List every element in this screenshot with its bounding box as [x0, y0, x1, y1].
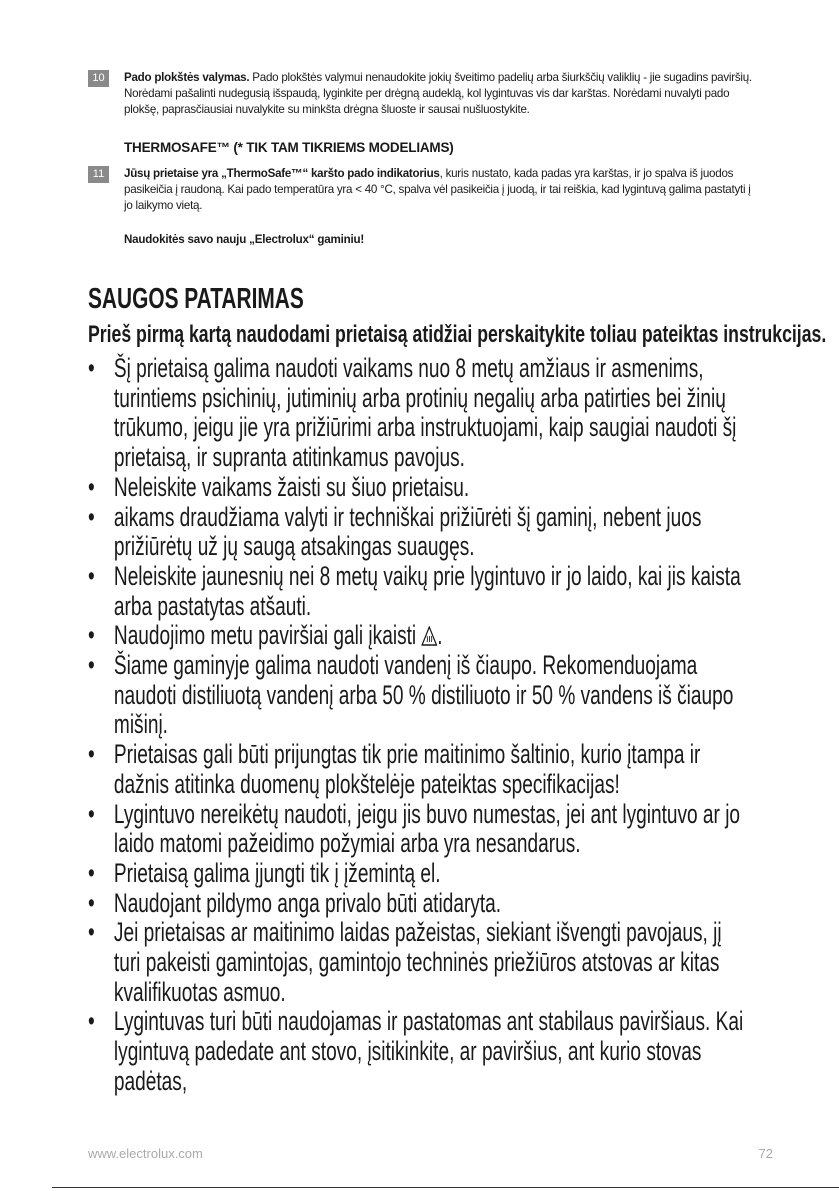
list-item: • Naudojimo metu paviršiai gali įkaisti .	[88, 620, 443, 651]
item-text: Lygintuvas turi būti naudojamas ir pastatomas ant stabilaus paviršiaus. Kai lygintuvą padedate ant stovo, įsitikinkite, ar paviršius, ant kurio stovas padėtas,	[113, 1006, 744, 1096]
bullet: •	[88, 471, 95, 502]
list-item	[88, 859, 750, 889]
safety-list	[88, 354, 750, 1097]
bullet: •	[88, 798, 95, 829]
item-text: Prietaisas gali būti prijungtas tik prie maitinimo šaltinio, kurio įtampa ir dažnis atitinka duomenų plokštelėje pateiktas specifikacijas!	[113, 739, 701, 799]
bullet: •	[88, 857, 95, 888]
step-title: Jūsų prietaise yra „ThermoSafe™“ karšto pado indikatorius	[124, 167, 440, 180]
item-text: Neleiskite vaikams žaisti su šiuo prietaisu.	[113, 471, 470, 502]
item-text: Naudojimo metu paviršiai gali įkaisti	[113, 620, 417, 651]
step-text: , kuris nustato, kada padas yra karštas, ir jo spalva iš juodos pasikeičia į raudoną. Kai pado temperatūra yra < 40 °C, spalva vėl pasikeičia į juodą, ir tai reiškia, kad lygintuvą galima pastatyti į jo laikymo vietą.	[124, 167, 751, 212]
step-title: Pado plokštės valymas.	[124, 71, 250, 84]
bullet: •	[88, 501, 95, 532]
list-item	[88, 918, 750, 1007]
hot-surface-warning-icon	[421, 626, 437, 646]
step-10	[88, 70, 758, 118]
list-item	[88, 889, 750, 919]
bullet: •	[88, 917, 95, 948]
list-item	[88, 354, 750, 473]
list-item	[88, 740, 750, 799]
step-number: 10	[88, 70, 109, 87]
list-item	[88, 473, 750, 503]
list-item	[88, 503, 750, 562]
item-text: Lygintuvo nereikėtų naudoti, jeigu jis buvo numestas, jei ant lygintuvo ar jo laido matomi pažeidimo požymiai arba yra nesandarus.	[113, 798, 741, 859]
list-item	[88, 651, 750, 740]
list-item	[88, 562, 750, 621]
step-number: 11	[88, 166, 109, 183]
bullet: •	[88, 739, 95, 770]
step-11	[88, 166, 758, 214]
thermosafe-heading: THERMOSAFE™ (* TIK TAM TIKRIEMS MODELIAMS)	[124, 140, 454, 155]
footer-website: www.electrolux.com	[88, 1146, 203, 1161]
bullet: •	[88, 650, 95, 681]
list-item	[88, 1007, 750, 1096]
item-text: Neleiskite jaunesnių nei 8 metų vaikų prie lygintuvo ir jo laido, kai jis kaista arba pastatytas atšauti.	[113, 560, 741, 621]
safety-section	[88, 282, 826, 1097]
item-text: Šiame gaminyje galima naudoti vandenį iš čiaupo. Rekomenduojama naudoti distiliuotą vandenį arba 50 % distiliuoto ir 50 % vandens iš čiaupo mišinį.	[113, 650, 734, 740]
bullet: •	[88, 620, 95, 651]
bullet: •	[88, 1006, 95, 1037]
list-item	[88, 800, 750, 859]
item-text: Naudojant pildymo anga privalo būti atidaryta.	[113, 887, 502, 918]
safety-title: SAUGOS PATARIMAS	[88, 283, 304, 315]
bottom-rule	[52, 1187, 839, 1188]
page-number: 72	[758, 1146, 773, 1161]
item-text: aikams draudžiama valyti ir techniškai prižiūrėti šį gaminį, nebent juos prižiūrėtų už jų saugą atsakingas suaugęs.	[113, 501, 702, 562]
safety-lead: Prieš pirmą kartą naudodami prietaisą atidžiai perskaitykite toliau pateiktas instrukcijas.	[88, 321, 827, 348]
bullet: •	[88, 353, 95, 383]
item-text: Šį prietaisą galima naudoti vaikams nuo 8 metų amžiaus ir asmenims, turintiems psichinių, jutiminių arba protinių negalių arba patirties bei žinių trūkumo, jeigu jie yra prižiūrimi arba instruktuojami, kaip saugiai naudoti šį prietaisą, ir supranta atitinkamus pavojus.	[113, 353, 737, 473]
bullet: •	[88, 560, 95, 591]
bullet: •	[88, 887, 95, 918]
item-text: Prietaisą galima įjungti tik į įžemintą el.	[113, 857, 441, 888]
step-text: Pado plokštės valymui nenaudokite jokių šveitimo padelių arba šiurkščių valiklių - jie sugadins paviršių. Norėdami pašalinti nudegusią išspaudą, lyginkite per drėgną audeklą, kol lygintuvas vis dar karštas. Norėdami nuvalyti pado plokšę, paprasčiausiai nuvalykite su minkšta drėgna šluoste ir sausai nušluostykite.	[124, 71, 752, 116]
enjoy-text: Naudokitės savo nauju „Electrolux“ gaminiu!	[124, 233, 365, 246]
item-text: Jei prietaisas ar maitinimo laidas pažeistas, siekiant išvengti pavojaus, jį turi pakeisti gamintojas, gamintojo techninės priežiūros atstovas ar kitas kvalifikuotas asmuo.	[113, 917, 722, 1007]
